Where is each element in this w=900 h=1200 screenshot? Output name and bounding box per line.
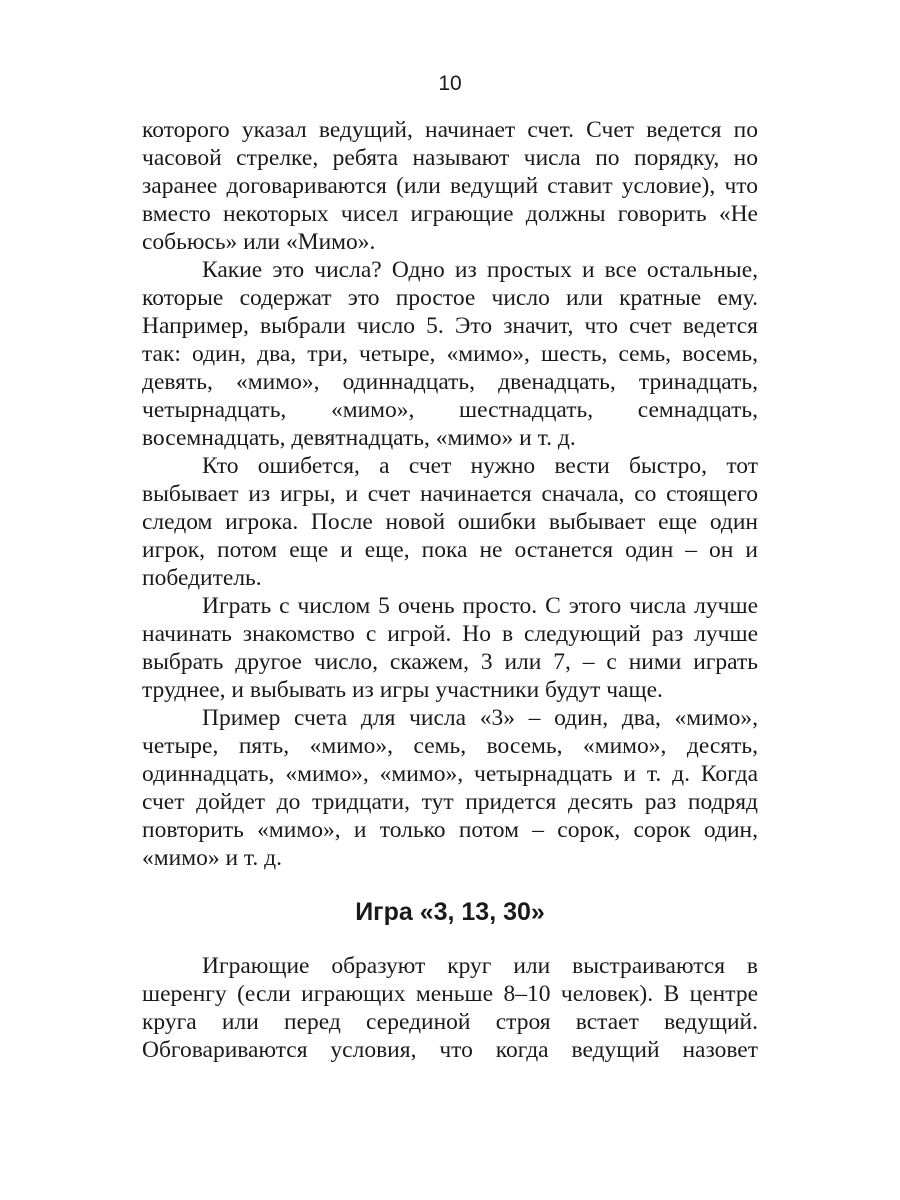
paragraph: Играющие образуют круг или выстраиваются в шеренгу (если играющих меньше 8–10 человек). В центре круга или перед серединой строя встает ведущий. Обговариваются условия, что когда ведущий назовет: [142, 953, 758, 1063]
section-heading: Игра «3, 13, 30»: [355, 898, 545, 926]
section-body-text: [142, 952, 758, 1064]
paragraph: которого указал ведущий, начинает счет. Счет ведется по часовой стрелке, ребята называют числа по порядку, но заранее договариваются (или ведущий ставит условие), что вместо некоторых чисел играющие должны говорить «Не собьюсь» или «Мимо».: [142, 117, 758, 255]
page-number: 10: [438, 72, 462, 95]
body-text: [142, 116, 758, 872]
paragraph: Пример счета для числа «3» – один, два, «мимо», четыре, пять, «мимо», семь, восемь, «мимо», десять, одиннадцать, «мимо», «мимо», четырнадцать и т. д. Когда счет дойдет до тридцати, тут придется десять раз подряд повторить «мимо», и только потом – сорок, сорок один, «мимо» и т. д.: [142, 705, 758, 871]
paragraph: Кто ошибется, а счет нужно вести быстро, тот выбывает из игры, и счет начинается сначала, со стоящего следом игрока. После новой ошибки выбывает еще один игрок, потом еще и еще, пока не останется один – он и победитель.: [142, 453, 758, 591]
paragraph: Какие это числа? Одно из простых и все остальные, которые содержат это простое число или кратные ему. Например, выбрали число 5. Это значит, что счет ведется так: один, два, три, четыре, «мимо», шесть, семь, восемь, девять, «мимо», одиннадцать, двенадцать, тринадцать, четырнадцать, «мимо», шестнадцать, семнадцать, восемнадцать, девятнадцать, «мимо» и т. д.: [142, 257, 758, 451]
paragraph: Играть с числом 5 очень просто. С этого числа лучше начинать знакомство с игрой. Но в следующий раз лучше выбрать другое число, скажем, 3 или 7, – с ними играть труднее, и выбывать из игры участники будут чаще.: [142, 593, 758, 703]
